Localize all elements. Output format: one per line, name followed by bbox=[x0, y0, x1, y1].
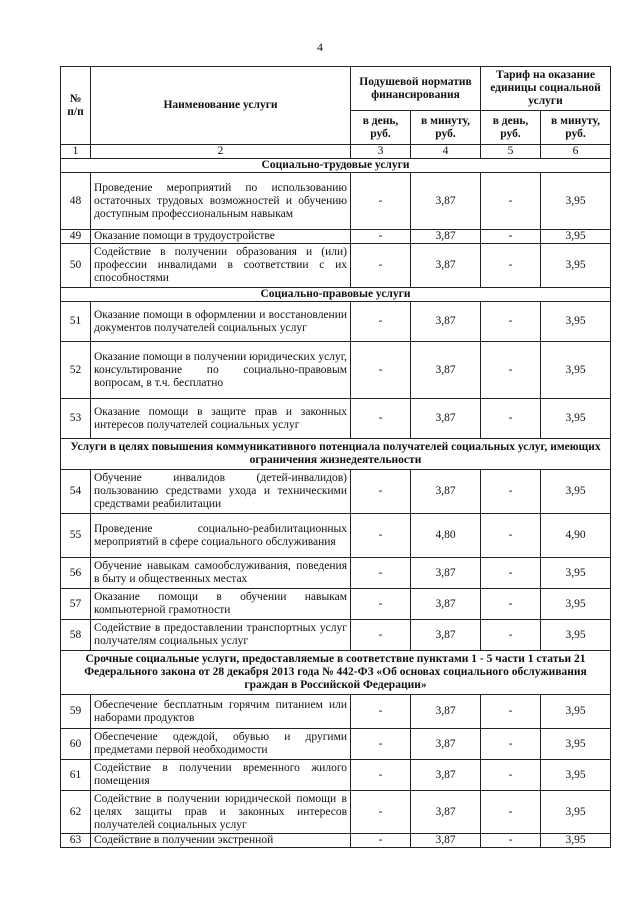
table-row bbox=[61, 244, 611, 288]
table-row bbox=[61, 834, 611, 848]
per-minute-norm: 3,87 bbox=[411, 589, 481, 620]
tariff-table bbox=[60, 66, 611, 848]
per-minute-norm: 3,87 bbox=[411, 302, 481, 342]
per-minute-tariff: 3,95 bbox=[541, 729, 611, 760]
section-row bbox=[61, 439, 611, 470]
service-name: Оказание помощи в трудоустройстве bbox=[91, 230, 351, 244]
row-number: 61 bbox=[61, 760, 91, 791]
per-day-tariff: - bbox=[481, 558, 541, 589]
service-name: Содействие в предоставлении транспортных услуг получателям социальных услуг bbox=[91, 620, 351, 651]
per-day-tariff: - bbox=[481, 695, 541, 729]
service-name: Проведение мероприятий по использованию остаточных трудовых возможностей и обучению доступным профессиональным навыкам bbox=[91, 173, 351, 230]
per-minute-norm: 3,87 bbox=[411, 230, 481, 244]
per-day-norm: - bbox=[351, 695, 411, 729]
table-row bbox=[61, 695, 611, 729]
per-day-tariff: - bbox=[481, 302, 541, 342]
header-group-tariff: Тариф на оказание единицы социальной услуги bbox=[481, 67, 611, 111]
per-minute-tariff: 3,95 bbox=[541, 620, 611, 651]
header-sub-col4: в минуту, руб. bbox=[411, 111, 481, 145]
row-number: 48 bbox=[61, 173, 91, 230]
per-minute-tariff: 3,95 bbox=[541, 342, 611, 399]
per-minute-norm: 3,87 bbox=[411, 791, 481, 834]
header-row-1 bbox=[61, 67, 611, 111]
table-row bbox=[61, 302, 611, 342]
service-name: Содействие в получении временного жилого помещения bbox=[91, 760, 351, 791]
service-name: Обеспечение бесплатным горячим питанием или наборами продуктов bbox=[91, 695, 351, 729]
colnum-3: 3 bbox=[351, 145, 411, 159]
per-day-tariff: - bbox=[481, 514, 541, 558]
table-row bbox=[61, 173, 611, 230]
row-number: 56 bbox=[61, 558, 91, 589]
header-num: № п/п bbox=[61, 67, 91, 145]
table-row bbox=[61, 589, 611, 620]
header-service-name: Наименование услуги bbox=[91, 67, 351, 145]
per-minute-tariff: 4,90 bbox=[541, 514, 611, 558]
header-sub-col3: в день, руб. bbox=[351, 111, 411, 145]
per-minute-norm: 3,87 bbox=[411, 834, 481, 848]
table-row bbox=[61, 791, 611, 834]
service-name: Оказание помощи в получении юридических услуг, консультирование по социально-правовым вопросам, в т.ч. бесплатно bbox=[91, 342, 351, 399]
section-title: Социально-правовые услуги bbox=[61, 288, 611, 302]
per-day-norm: - bbox=[351, 589, 411, 620]
colnum-2: 2 bbox=[91, 145, 351, 159]
service-name: Обучение инвалидов (детей-инвалидов) пользованию средствами ухода и техническими средствами реабилитации bbox=[91, 470, 351, 514]
per-minute-tariff: 3,95 bbox=[541, 558, 611, 589]
per-minute-tariff: 3,95 bbox=[541, 302, 611, 342]
table-row bbox=[61, 558, 611, 589]
per-day-tariff: - bbox=[481, 342, 541, 399]
per-day-tariff: - bbox=[481, 230, 541, 244]
table-row bbox=[61, 729, 611, 760]
per-day-norm: - bbox=[351, 729, 411, 760]
service-name: Содействие в получении юридической помощи в целях защиты прав и законных интересов получателей социальных услуг bbox=[91, 791, 351, 834]
per-day-norm: - bbox=[351, 470, 411, 514]
section-title: Срочные социальные услуги, предоставляемые в соответствие пунктами 1 - 5 части 1 статьи 21 Федерального закона от 28 декабря 2013 года № 442-ФЗ «Об основах социального обслуживания граждан в Российской Федерации» bbox=[61, 651, 611, 695]
table-row bbox=[61, 620, 611, 651]
table-row bbox=[61, 514, 611, 558]
per-minute-tariff: 3,95 bbox=[541, 470, 611, 514]
per-minute-tariff: 3,95 bbox=[541, 399, 611, 439]
service-name: Содействие в получении экстренной bbox=[91, 834, 351, 848]
service-name: Оказание помощи в оформлении и восстановлении документов получателей социальных услуг bbox=[91, 302, 351, 342]
service-name: Содействие в получении образования и (или) профессии инвалидами в соответствии с их способностями bbox=[91, 244, 351, 288]
per-minute-tariff: 3,95 bbox=[541, 230, 611, 244]
per-day-tariff: - bbox=[481, 589, 541, 620]
row-number: 51 bbox=[61, 302, 91, 342]
row-number: 52 bbox=[61, 342, 91, 399]
header-sub-col5: в день, руб. bbox=[481, 111, 541, 145]
per-day-norm: - bbox=[351, 342, 411, 399]
row-number: 55 bbox=[61, 514, 91, 558]
row-number: 50 bbox=[61, 244, 91, 288]
header-sub-col6: в минуту, руб. bbox=[541, 111, 611, 145]
per-day-tariff: - bbox=[481, 791, 541, 834]
table-row bbox=[61, 399, 611, 439]
per-day-norm: - bbox=[351, 230, 411, 244]
per-minute-tariff: 3,95 bbox=[541, 589, 611, 620]
column-number-row bbox=[61, 145, 611, 159]
section-row bbox=[61, 288, 611, 302]
per-minute-tariff: 3,95 bbox=[541, 760, 611, 791]
per-day-norm: - bbox=[351, 302, 411, 342]
per-day-norm: - bbox=[351, 834, 411, 848]
per-minute-norm: 3,87 bbox=[411, 399, 481, 439]
per-minute-norm: 3,87 bbox=[411, 470, 481, 514]
per-day-tariff: - bbox=[481, 620, 541, 651]
service-name: Проведение социально-реабилитационных мероприятий в сфере социального обслуживания bbox=[91, 514, 351, 558]
per-minute-tariff: 3,95 bbox=[541, 834, 611, 848]
per-minute-norm: 4,80 bbox=[411, 514, 481, 558]
service-name: Оказание помощи в обучении навыкам компьютерной грамотности bbox=[91, 589, 351, 620]
per-day-norm: - bbox=[351, 244, 411, 288]
row-number: 58 bbox=[61, 620, 91, 651]
per-minute-norm: 3,87 bbox=[411, 760, 481, 791]
row-number: 63 bbox=[61, 834, 91, 848]
per-day-norm: - bbox=[351, 791, 411, 834]
per-day-tariff: - bbox=[481, 399, 541, 439]
per-minute-norm: 3,87 bbox=[411, 244, 481, 288]
per-minute-tariff: 3,95 bbox=[541, 791, 611, 834]
row-number: 53 bbox=[61, 399, 91, 439]
row-number: 59 bbox=[61, 695, 91, 729]
table-row bbox=[61, 760, 611, 791]
row-number: 49 bbox=[61, 230, 91, 244]
per-day-norm: - bbox=[351, 620, 411, 651]
colnum-4: 4 bbox=[411, 145, 481, 159]
per-minute-norm: 3,87 bbox=[411, 695, 481, 729]
row-number: 62 bbox=[61, 791, 91, 834]
per-day-tariff: - bbox=[481, 834, 541, 848]
colnum-6: 6 bbox=[541, 145, 611, 159]
per-minute-norm: 3,87 bbox=[411, 173, 481, 230]
per-day-norm: - bbox=[351, 399, 411, 439]
table-row bbox=[61, 470, 611, 514]
service-name: Обучение навыкам самообслуживания, поведения в быту и общественных местах bbox=[91, 558, 351, 589]
section-row bbox=[61, 159, 611, 173]
section-title: Социально-трудовые услуги bbox=[61, 159, 611, 173]
service-name: Обеспечение одеждой, обувью и другими предметами первой необходимости bbox=[91, 729, 351, 760]
page-number: 4 bbox=[317, 40, 323, 54]
row-number: 60 bbox=[61, 729, 91, 760]
per-minute-tariff: 3,95 bbox=[541, 173, 611, 230]
per-day-norm: - bbox=[351, 760, 411, 791]
per-minute-norm: 3,87 bbox=[411, 729, 481, 760]
header-group-norm: Подушевой норматив финансирования bbox=[351, 67, 481, 111]
per-day-tariff: - bbox=[481, 244, 541, 288]
section-title: Услуги в целях повышения коммуникативного потенциала получателей социальных услуг, имеющих ограничения жизнедеятельности bbox=[61, 439, 611, 470]
per-minute-norm: 3,87 bbox=[411, 342, 481, 399]
per-day-tariff: - bbox=[481, 173, 541, 230]
per-day-tariff: - bbox=[481, 470, 541, 514]
section-row bbox=[61, 651, 611, 695]
per-day-norm: - bbox=[351, 514, 411, 558]
per-minute-norm: 3,87 bbox=[411, 558, 481, 589]
colnum-1: 1 bbox=[61, 145, 91, 159]
per-day-tariff: - bbox=[481, 729, 541, 760]
colnum-5: 5 bbox=[481, 145, 541, 159]
per-minute-norm: 3,87 bbox=[411, 620, 481, 651]
row-number: 54 bbox=[61, 470, 91, 514]
per-day-norm: - bbox=[351, 173, 411, 230]
per-minute-tariff: 3,95 bbox=[541, 695, 611, 729]
per-day-norm: - bbox=[351, 558, 411, 589]
table-row bbox=[61, 230, 611, 244]
service-name: Оказание помощи в защите прав и законных интересов получателей социальных услуг bbox=[91, 399, 351, 439]
table-row bbox=[61, 342, 611, 399]
per-minute-tariff: 3,95 bbox=[541, 244, 611, 288]
row-number: 57 bbox=[61, 589, 91, 620]
per-day-tariff: - bbox=[481, 760, 541, 791]
